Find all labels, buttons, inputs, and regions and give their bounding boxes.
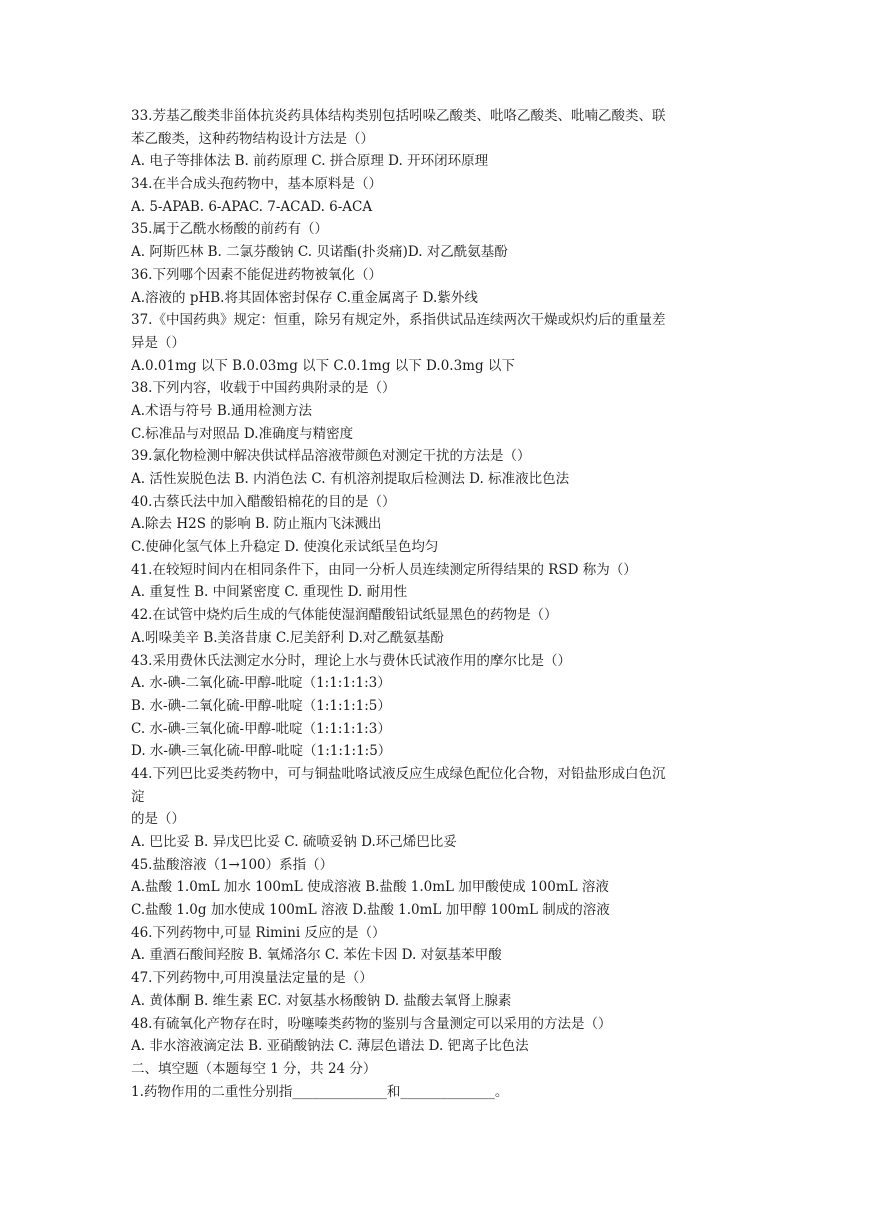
text-line: 1.药物作用的二重性分别指______________和______________。 (131, 1083, 509, 1100)
text-line: C.盐酸 1.0g 加水使成 100mL 溶液 D.盐酸 1.0mL 加甲醇 100mL 制成的溶液 (131, 902, 610, 919)
text-line: 35.属于乙酰水杨酸的前药有（） (131, 221, 328, 238)
text-line: 的是（） (131, 811, 185, 828)
text-line: A. 水-碘-二氧化硫-甲醇-吡啶（1:1:1:1:3） (131, 675, 391, 692)
text-line: A. 阿斯匹林 B. 二氯芬酸钠 C. 贝诺酯(扑炎痛)D. 对乙酰氨基酚 (131, 244, 508, 261)
text-line: 41.在较短时间内在相同条件下，由同一分析人员连续测定所得结果的 RSD 称为（） (131, 561, 637, 578)
text-line: B. 水-碘-二氧化硫-甲醇-吡啶（1:1:1:1:5） (131, 697, 391, 714)
text-line: A.0.01mg 以下 B.0.03mg 以下 C.0.1mg 以下 D.0.3mg 以下 (131, 357, 515, 374)
text-line: C.标准品与对照品 D.准确度与精密度 (131, 425, 354, 442)
text-line: 42.在试管中烧灼后生成的气体能使湿润醋酸铅试纸显黑色的药物是（） (131, 607, 558, 624)
text-line: 37.《中国药典》规定：恒重，除另有规定外，系指供试品连续两次干燥或炽灼后的重量差 (131, 312, 666, 329)
text-line: 44.下列巴比妥类药物中，可与铜盐吡咯试液反应生成绿色配位化合物，对铅盐形成白色沉 (131, 765, 666, 782)
text-line: 异是（） (131, 334, 185, 351)
text-line: 苯乙酸类，这种药物结构设计方法是（） (131, 130, 374, 147)
document-page (131, 105, 746, 1103)
text-line: 38.下列内容，收载于中国药典附录的是（） (131, 380, 396, 397)
text-line: A. 电子等排体法 B. 前药原理 C. 拼合原理 D. 开环闭环原理 (131, 153, 489, 170)
text-line: A. 重酒石酸间羟胺 B. 氧烯洛尔 C. 苯佐卡因 D. 对氨基苯甲酸 (131, 947, 502, 964)
text-line: A. 重复性 B. 中间紧密度 C. 重现性 D. 耐用性 (131, 584, 408, 601)
text-line: A. 5-APAB. 6-APAC. 7-ACAD. 6-ACA (131, 198, 373, 215)
text-line: 47.下列药物中,可用溴量法定量的是（） (131, 970, 373, 987)
text-line: 34.在半合成头孢药物中，基本原料是（） (131, 176, 382, 193)
text-line: D. 水-碘-三氧化硫-甲醇-吡啶（1:1:1:1:5） (131, 743, 392, 760)
text-line: 46.下列药物中,可显 Rimini 反应的是（） (131, 924, 386, 941)
text-line: C.使砷化氢气体上升稳定 D. 使溴化汞试纸呈色均匀 (131, 539, 439, 556)
text-line: 43.采用费休氏法测定水分时，理论上水与费休氏试液作用的摩尔比是（） (131, 652, 571, 669)
text-line: A.盐酸 1.0mL 加水 100mL 使成溶液 B.盐酸 1.0mL 加甲酸使成 100mL 溶液 (131, 879, 609, 896)
text-line: 40.古蔡氏法中加入醋酸铅棉花的目的是（） (131, 493, 396, 510)
text-line: A. 黄体酮 B. 维生素 EC. 对氨基水杨酸钠 D. 盐酸去氧肾上腺素 (131, 992, 512, 1009)
text-line: A. 非水溶液滴定法 B. 亚硝酸钠法 C. 薄层色谱法 D. 钯离子比色法 (131, 1038, 529, 1055)
text-line: A. 巴比妥 B. 异戊巴比妥 C. 硫喷妥钠 D.环己烯巴比妥 (131, 834, 457, 850)
text-line: 45.盐酸溶液（1→100）系指（） (131, 856, 334, 873)
text-line: 33.芳基乙酸类非甾体抗炎药具体结构类别包括吲哚乙酸类、吡咯乙酸类、吡喃乙酸类、联 (131, 108, 666, 124)
text-line: 淀 (131, 788, 145, 805)
text-line: A.溶液的 pHB.将其固体密封保存 C.重金属离子 D.紫外线 (131, 289, 478, 306)
text-line: A. 活性炭脱色法 B. 内消色法 C. 有机溶剂提取后检测法 D. 标准液比色法 (131, 471, 570, 487)
text-line: A.术语与符号 B.通用检测方法 (131, 402, 313, 419)
text-line: A.吲哚美辛 B.美洛昔康 C.尼美舒利 D.对乙酰氨基酚 (131, 629, 444, 646)
text-line: C. 水-碘-三氧化硫-甲醇-吡啶（1:1:1:1:3） (131, 720, 391, 737)
text-line: 39.氯化物检测中解决供试样品溶液带颜色对测定干扰的方法是（） (131, 448, 531, 465)
section-heading: 二、填空题（本题每空 1 分，共 24 分） (131, 1060, 377, 1077)
text-line: A.除去 H2S 的影响 B. 防止瓶内飞沫溅出 (131, 516, 382, 533)
text-line: 36.下列哪个因素不能促进药物被氧化（） (131, 266, 382, 283)
text-line: 48.有硫氧化产物存在时，吩噻嗪类药物的鉴别与含量测定可以采用的方法是（） (131, 1015, 612, 1032)
